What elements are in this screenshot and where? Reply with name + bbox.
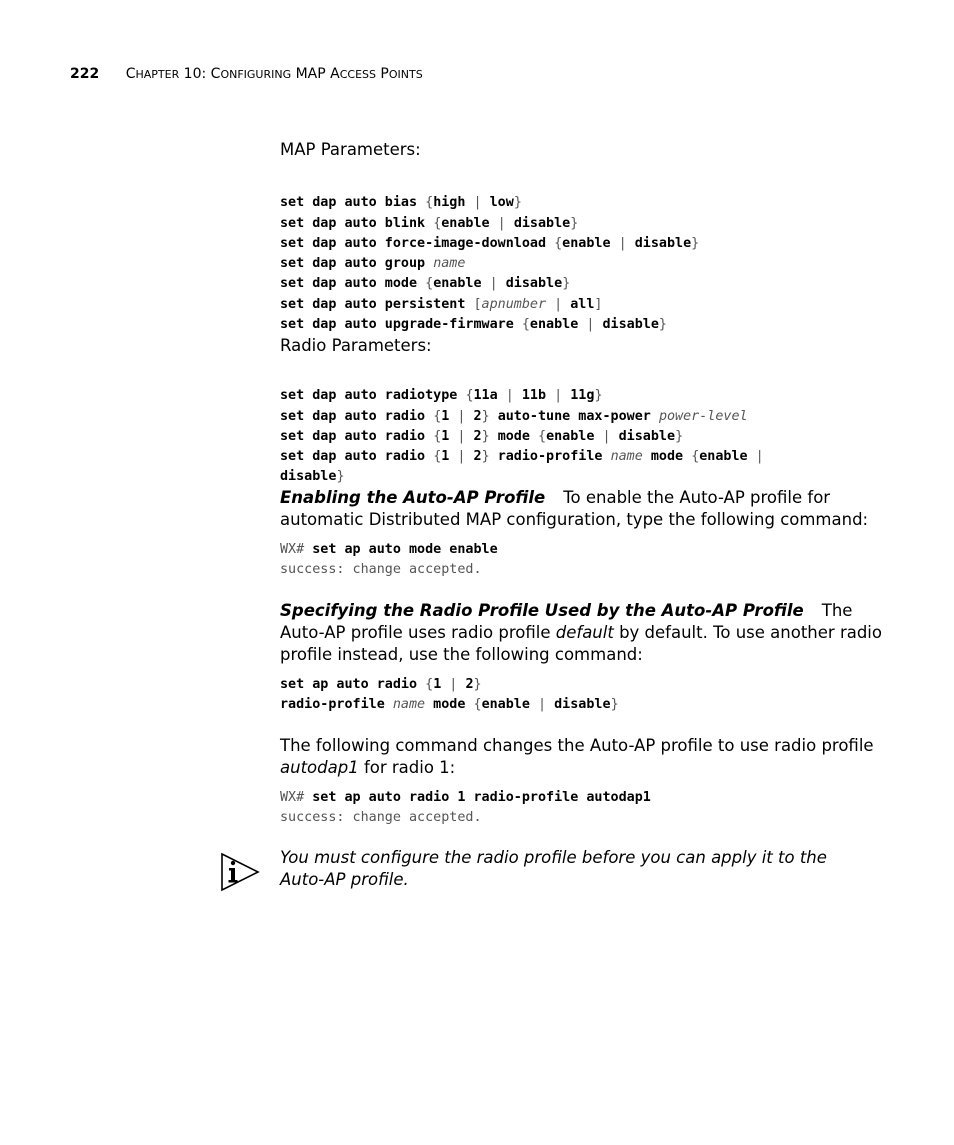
radio-profile-code <box>280 675 870 716</box>
section-heading: Specifying the Radio Profile Used by the Auto-AP Profile <box>280 601 804 620</box>
page-number: 222 <box>70 66 100 82</box>
section-heading: Enabling the Auto-AP Profile <box>280 488 546 507</box>
radio-params-label: Radio Parameters: <box>280 336 432 355</box>
chapter-title: CHAPTER 10: CONFIGURING MAP ACCESS POINTS <box>125 66 423 82</box>
autodap-command-example: WX# set ap auto radio 1 radio-profile autodap1 success: change accepted. <box>280 790 651 826</box>
enable-section-para: Enabling the Auto-AP Profile To enable the Auto-AP profile for automatic Distributed MAP configuration, type the following command: <box>280 488 869 529</box>
code-line: set dap auto radiotype {11a | 11b | 11g} <box>280 388 603 404</box>
code-line: set dap auto force-image-download {enable | disable} <box>280 235 700 251</box>
running-header <box>70 66 423 82</box>
radio-profile-section-para: Specifying the Radio Profile Used by the Auto-AP Profile The Auto-AP profile uses radio profile default by default. To use another radio profile instead, use the following command: <box>280 601 882 664</box>
code-line: disable} <box>280 469 345 485</box>
code-line: radio-profile name mode {enable | disable} <box>280 697 619 713</box>
radio-params-code <box>280 366 870 488</box>
map-params-code <box>280 173 870 335</box>
code-line: set dap auto radio {1 | 2} auto-tune max-power power-level <box>280 408 748 424</box>
enable-command-example: WX# set ap auto mode enable success: change accepted. <box>280 542 498 578</box>
code-line: set dap auto radio {1 | 2} mode {enable | disable} <box>280 428 684 444</box>
code-line: set dap auto mode {enable | disable} <box>280 276 571 292</box>
code-line: set dap auto group name <box>280 256 466 272</box>
code-line: set dap auto blink {enable | disable} <box>280 215 579 231</box>
code-line: set ap auto radio {1 | 2} <box>280 677 482 692</box>
code-line: set dap auto upgrade-firmware {enable | disable} <box>280 317 667 333</box>
code-line: set dap auto bias {high | low} <box>280 195 522 211</box>
note-text: You must configure the radio profile before you can apply it to the Auto-AP profile. <box>280 848 827 889</box>
code-line: set dap auto radio {1 | 2} radio-profile name mode {enable | <box>280 449 764 465</box>
map-params-label: MAP Parameters: <box>280 140 421 159</box>
info-icon <box>220 852 260 892</box>
code-line: set dap auto persistent [apnumber | all] <box>280 296 603 312</box>
example-para: The following command changes the Auto-AP profile to use radio profile autodap1 for radio 1: <box>280 736 874 777</box>
